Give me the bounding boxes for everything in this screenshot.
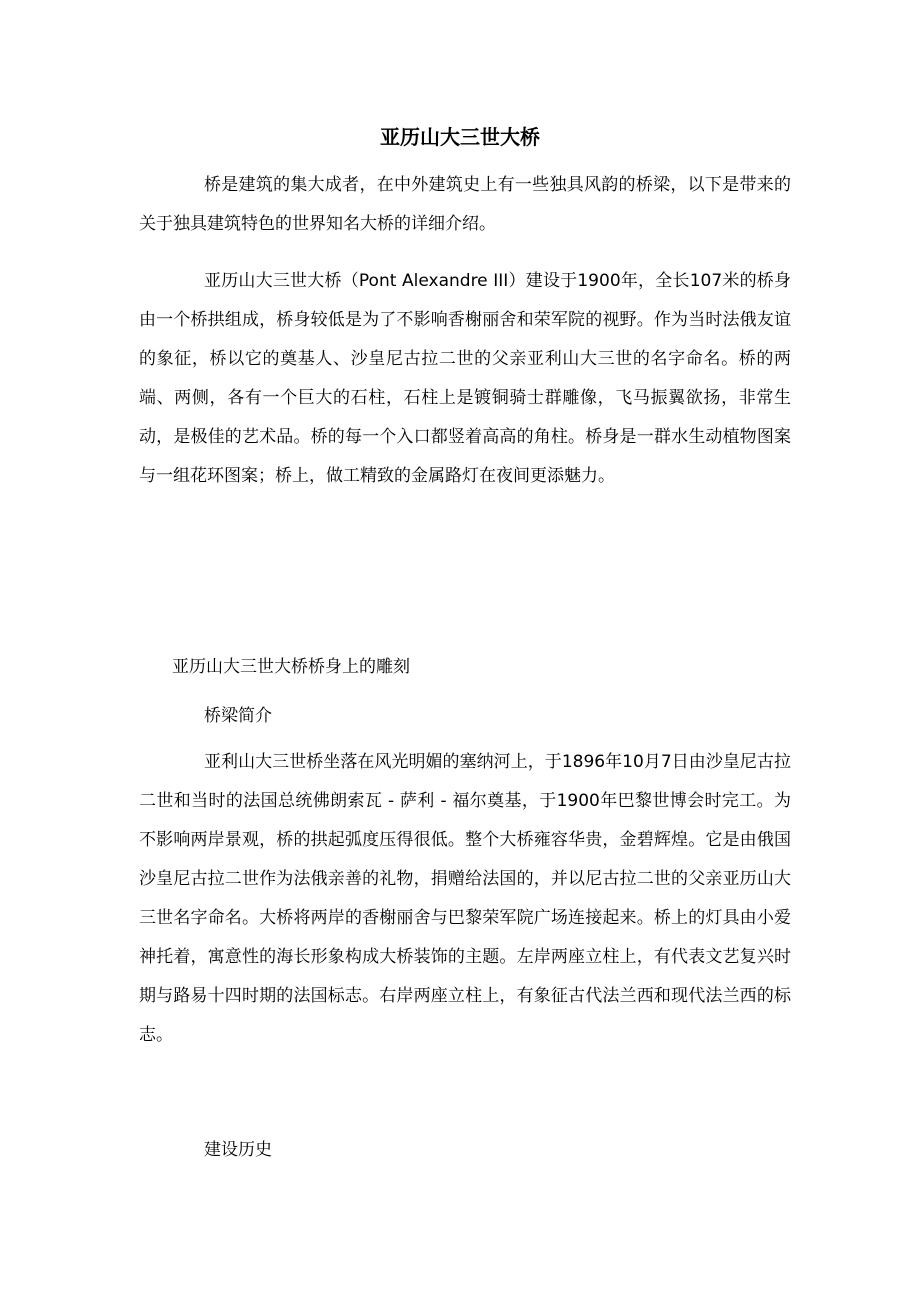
construction-history-heading: 建设历史 <box>204 1140 272 1160</box>
bridge-intro-heading: 桥梁简介 <box>204 706 272 726</box>
intro-paragraph: 桥是建筑的集大成者，在中外建筑史上有一些独具风韵的桥梁，以下是带来的关于独具建筑特色的世界知名大桥的详细介绍。 <box>139 175 791 234</box>
bridge-intro-paragraph: 亚利山大三世桥坐落在风光明媚的塞纳河上，于1896年10月7日由沙皇尼古拉二世和当时的法国总统佛朗索瓦 - 萨利 - 福尔奠基，于1900年巴黎世博会时完工。为不影响两岸景观，桥的拱起弧度压得很低。整个大桥雍容华贵，金碧辉煌。它是由俄国沙皇尼古拉二世作为法俄亲善的礼物，捐赠给法国的，并以尼古拉二世的父亲亚历山大三世名字命名。大桥将两岸的香榭丽舍与巴黎荣军院广场连接起来。桥上的灯具由小爱神托着，寓意性的海长形象构成大桥装饰的主题。左岸两座立柱上，有代表文艺复兴时期与路易十四时期的法国标志。右岸两座立柱上，有象征古代法兰西和现代法兰西的标志。 <box>139 752 791 1045</box>
document-title: 亚历山大三世大桥 <box>380 125 540 149</box>
bridge-description-paragraph: 亚历山大三世大桥（Pont Alexandre III）建设于1900年，全长107米的桥身由一个桥拱组成，桥身较低是为了不影响香榭丽舍和荣军院的视野。作为当时法俄友谊的象征，桥以它的奠基人、沙皇尼古拉二世的父亲亚利山大三世的名字命名。桥的两端、两侧，各有一个巨大的石柱，石柱上是镀铜骑士群雕像，飞马振翼欲扬，非常生动，是极佳的艺术品。桥的每一个入口都竖着高高的角柱。桥身是一群水生动植物图案与一组花环图案；桥上，做工精致的金属路灯在夜间更添魅力。 <box>139 271 791 486</box>
carving-caption: 亚历山大三世大桥桥身上的雕刻 <box>172 657 410 677</box>
